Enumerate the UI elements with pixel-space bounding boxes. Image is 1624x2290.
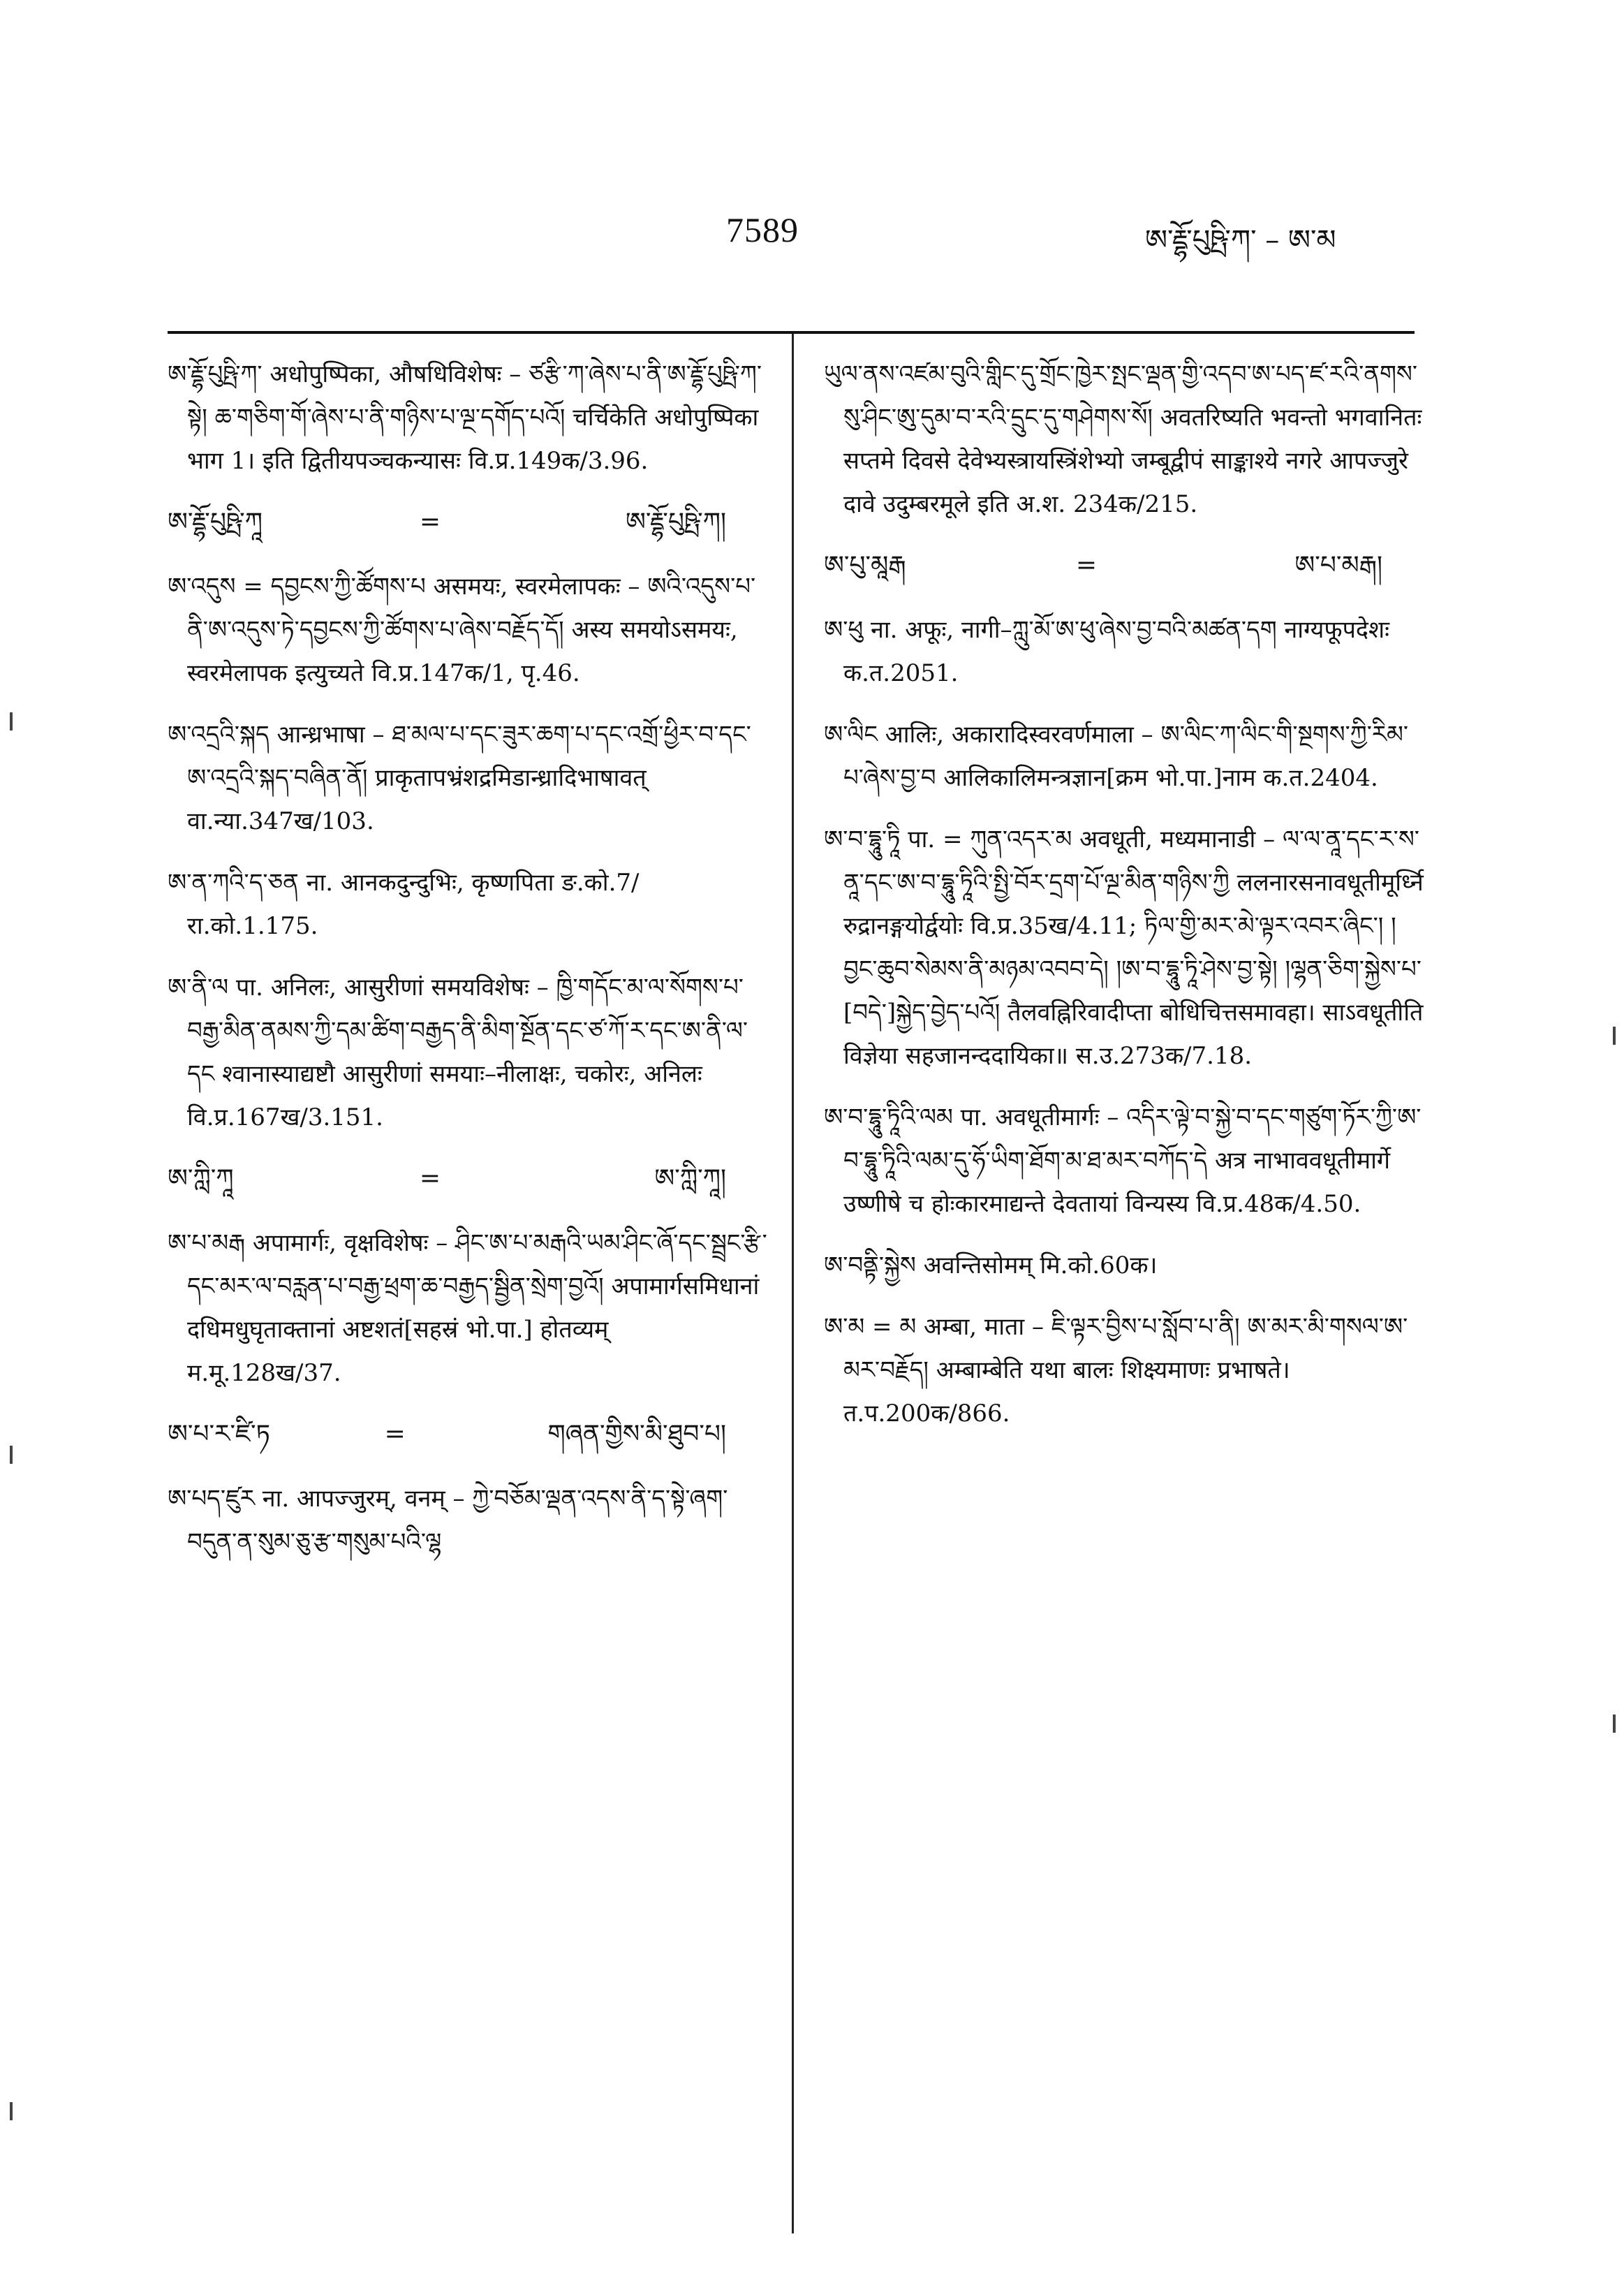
dictionary-entry [824,1244,1424,1287]
crossref-term: ཨ་ཀླི་ཀཱ [168,1164,234,1193]
left-column [168,353,768,1582]
entry-text: ཨ་བནྟི་སྐྱེས अवन्तिसोमम् मि.को.60क। [824,1252,1158,1279]
dictionary-entry [824,713,1424,800]
entry-text: ཨ་པ་མརྒ अपामार्गः, वृक्षविशेषः – ཤིང་ཨ་པ་མརྒའི་ཡམ་ཤིང་ཞོ་དང་སྦྲང་རྩི་དང་མར་ལ་བརླན་པ་བརྒྱ་ཕྲག་ཆ་བརྒྱད་སྦྱིན་སྲེག་བྱའོ། अपामार्गसमिधानां दधिमधुघृताक्तानां अष्टशतं[सहस्रं भो.पा.] होतव्यम् म.मू.128ख/37. [168,1229,767,1387]
column-divider [792,334,794,2233]
cross-reference [168,501,768,544]
right-column [824,353,1424,1453]
entry-text: ཨ་ནི་ལ पा. अनिलः, आसुरीणां समयविशेषः – ཁྱི་གདོང་མ་ལ་སོགས་པ་བརྒྱ་མིན་ནམས་ཀྱི་དམ་ཚིག་བརྒྱད་ནི་མིག་སྔོན་དང་ཙ་ཀོ་ར་དང་ཨ་ནི་ལ་དང श्वानास्याद्यष्टौ आसुरीणां समयाः–नीलाक्षः, चकोरः, अनिलः वि.प्र.167ख/3.151. [168,974,748,1131]
sidemark-3 [10,712,13,731]
entry-text: ཨ་ན་ཀའི་ད་ཅན ना. आनकदुन्दुभिः, कृष्णपिता ङ.को.7/रा.को.1.175. [168,869,640,940]
header-rule [168,331,1415,334]
dictionary-entry [168,1477,768,1564]
dictionary-entry [168,966,768,1139]
sidemark-1 [1613,1027,1616,1045]
running-head: ཨ་རྡྷོ་པུཥྤི་ཀ་ – ཨ་མ [1145,224,1336,256]
dictionary-entry [824,818,1424,1078]
dictionary-entry [824,1305,1424,1435]
sidemark-2 [1613,1715,1616,1733]
crossref-term: ཨ་པུ་མཱརྒ [824,551,906,580]
cross-reference [824,544,1424,587]
crossref-target: གཞན་གྱིས་མི་ཐུབ་པ། [547,1420,726,1448]
entry-text: ཨ་འདུས = དབྱངས་ཀྱི་ཚོགས་པ असमयः, स्वरमेलापकः – ཨའི་འདུས་པ་ནི་ཨ་འདུས་ཏེ་དབྱངས་ཀྱི་ཚོགས་པ་ཞེས་བརྗོད་དོ། अस्य समयोऽसमयः, स्वरमेलापक इत्युच्यते वि.प्र.147क/1, पृ.46. [168,573,756,687]
entry-text: ཨ་ཕུ ना. अफूः, नागी–ཀླུ་མོ་ཨ་ཕུ་ཞེས་བྱ་བའི་མཚན་དག नाग्यफूपदेशः क.त.2051. [824,616,1389,687]
dictionary-entry [168,353,768,483]
entry-text: ཨ་བ་དྷཱུ་ཏཱི पा. = ཀུན་འདར་མ अवधूती, मध्यमानाडी – ལ་ལ་ནཱ་དང་ར་ས་ནཱ་དང་ཨ་བ་དྷཱུ་ཏཱིའི་སྤྱི་བོར་དྲག་པོ་ལྔ་མིན་གཉིས་ཀྱི ललनारसनावधूतीमूर्ध्नि रुद्रानङ्गयोर्द्वयोः वि.प्र.35ख/4.11; ཏིལ་གྱི་མར་མེ་ལྟར་འབར་ཞིང་། །བྱང་ཆུབ་སེམས་ནི་མཉམ་འབབ་དེ། །ཨ་བ་དྷཱུ་ཏཱི་ཤེས་བྱ་སྟེ། །ལྷན་ཅིག་སྐྱེས་པ་[བདེ་]སྐྱེད་བྱེད་པའོ། तैलवह्निरिवादीप्ता बोधिचित्तसमावहा। साऽवधूतीति विज्ञेया सहजानन्ददायिका॥ स.उ.273क/7.18. [824,825,1424,1070]
crossref-target: ཨ་པ་མརྒ། [1294,551,1382,580]
entry-text: ཡུལ་ནས་འཛམ་བུའི་གླིང་དུ་གྲོང་ཁྱེར་སྤང་ལྡན་གྱི་འདབ་ཨ་པད་ཛ་རའི་ནགས་སུ་ཤིང་ཨུ་དུམ་བ་རའི་དྲུང་དུ་གཤེགས་སོ། अवतरिष्यति भवन्तो भगवानितः सप्तमे दिवसे देवेभ्यस्त्रायस्त्रिंशेभ्यो जम्बूद्वीपं साङ्काश्ये नगरे आपज्जुरे दावे उदुम्बरमूले इति अ.श. 234क/215. [824,360,1422,518]
crossref-equals: = [419,508,441,536]
dictionary-entry-continuation [824,353,1424,526]
entry-text: ཨ་བ་དྷཱུ་ཏཱིའི་ལམ पा. अवधूतीमार्गः – འདིར་ལྟེ་བ་སྐྱེ་བ་དང་གཙུག་ཏོར་ཀྱི་ཨ་བ་དྷཱུ་ཏཱིའི་ལམ་དུ་ཧོ་ཡིག་ཐོག་མ་ཐ་མར་བཀོད་དེ अत्र नाभाववधूतीमार्गे उष्णीषे च होःकारमाद्यन्ते देवतायां विन्यस्य वि.प्र.48क/4.50. [824,1103,1422,1218]
crossref-term: ཨ་རྡྷོ་པུཥྤི་ཀཱ [168,508,263,536]
crossref-equals: = [1075,551,1098,580]
crossref-equals: = [419,1164,441,1193]
page-number: 7589 [726,210,799,249]
dictionary-entry [168,861,768,948]
entry-text: ཨ་ལིང आलिः, अकारादिस्वरवर्णमाला – ཨ་ལིང་ཀ་ལིང་གི་སྔགས་ཀྱི་རིམ་པ་ཞེས་བྱ་བ आलिकालिमन्त्रज्ञान[क्रम भो.पा.]नाम क.त.2404. [824,721,1409,792]
sidemark-4 [10,1446,13,1464]
entry-text: ཨ་རྡྷོ་པུཥྤི་ཀ་ अधोपुष्पिका, औषधिविशेषः – ཙརྩི་ཀ་ཞེས་པ་ནི་ཨ་རྡྷོ་པུཥྤི་ཀ་སྟེ། ཆ་གཅིག་གོ་ཞེས་པ་ནི་གཉིས་པ་ལྔ་དགོད་པའོ། चर्चिकेति अधोपुष्पिका भाग 1। इति द्वितीयपञ्चकन्यासः वि.प्र.149क/3.96. [168,360,762,475]
crossref-term: ཨ་པ་ར་ཛི་ཏ [168,1420,270,1448]
dictionary-entry [168,565,768,695]
dictionary-entry [168,713,768,843]
entry-text: ཨ་པད་ཛུར ना. आपज्जुरम्, वनम् – ཀྱེ་བཅོམ་ལྡན་འདས་ནི་ད་སྟེ་ཞག་བདུན་ན་སུམ་ཅུ་རྩ་གསུམ་པའི་ལྷ [168,1485,728,1556]
entry-text: ཨ་འདྲའི་སྐད आन्ध्रभाषा – ཐ་མལ་པ་དང་ཟུར་ཆག་པ་དང་འགྲོ་ཕྱིར་བ་དང་ཨ་འདྲའི་སྐད་བཞིན་ནོ། प्राकृतापभ्रंशद्रमिडान्ध्रादिभाषावत् वा.न्या.347ख/103. [168,721,751,835]
crossref-target: ཨ་རྡྷོ་པུཥྤི་ཀ། [626,508,726,536]
dictionary-entry [168,1221,768,1395]
cross-reference [168,1157,768,1201]
sidemark-5 [10,2102,13,2120]
dictionary-entry [824,1096,1424,1226]
entry-text: ཨ་མ = མ अम्बा, माता – ཇི་ལྟར་བྱིས་པ་སློབ་པ་ནི། ཨ་མར་མི་གསལ་ཨ་མར་བརྗོད། अम्बाम्बेति यथा बालः शिक्ष्यमाणः प्रभाषते। त.प.200क/866. [824,1313,1408,1427]
crossref-equals: = [384,1420,406,1448]
cross-reference [168,1413,768,1456]
dictionary-entry [824,608,1424,695]
crossref-target: ཨ་ཀླི་ཀཱ། [654,1164,726,1193]
